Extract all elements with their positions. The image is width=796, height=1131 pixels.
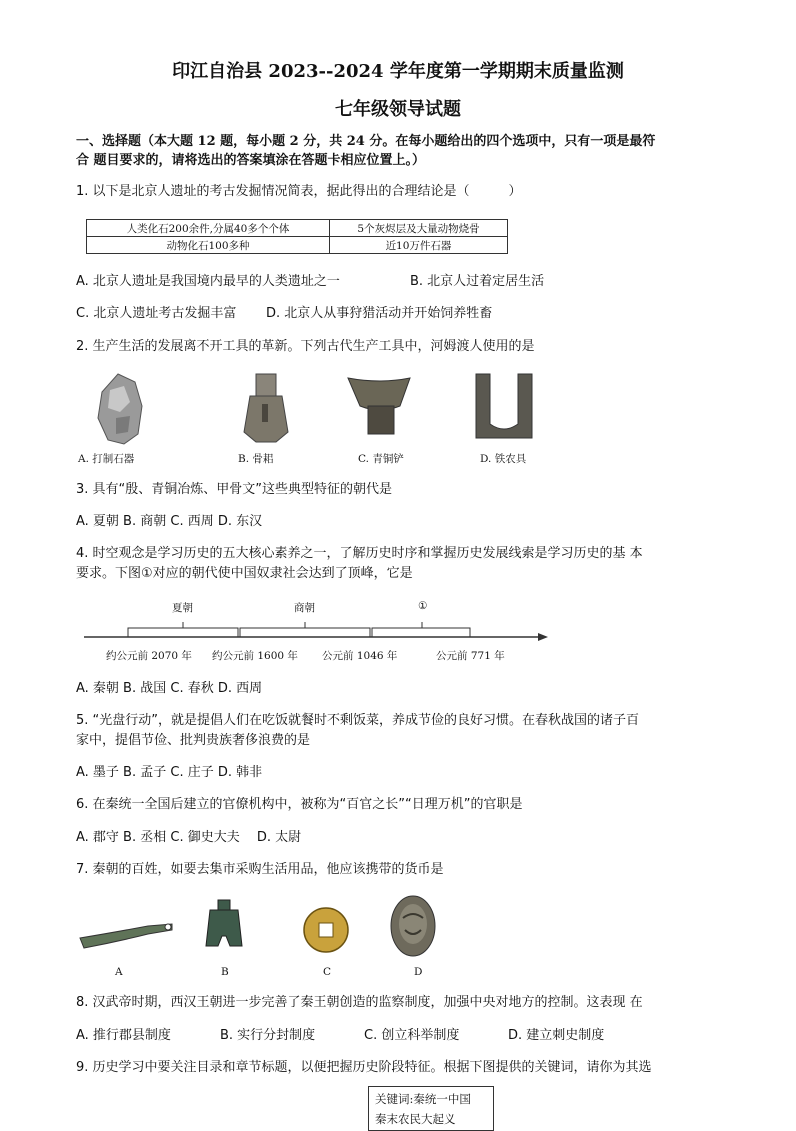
q9-stem: 9. 历史学习中要关注目录和章节标题，以便把握历史阶段特征。根据下图提供的关键词，请你为其选 [76, 1060, 652, 1075]
q7-caption-b: B [221, 966, 229, 978]
bronze-shovel-image [348, 378, 410, 434]
knife-coin-image [80, 924, 172, 948]
q7-caption-c: C [323, 966, 332, 978]
q9-keywords-line-1: 关键词:秦统一中国 [375, 1092, 471, 1106]
q7-coins-images [76, 890, 456, 960]
q9-keywords-box [368, 1086, 494, 1131]
q8-option-c: C. 创立科举制度 [364, 1028, 460, 1043]
timeline-date-4: 公元前 771 年 [436, 650, 505, 662]
q4-timeline [82, 618, 550, 644]
table-cell: 近10万件石器 [330, 237, 508, 254]
q2-caption-a: A. 打制石器 [78, 453, 135, 465]
q6-stem: 6. 在秦统一全国后建立的官僚机构中，被称为“百官之长”“日理万机”的官职是 [76, 797, 523, 812]
q3-stem: 3. 具有“殷、青铜冶炼、甲骨文”这些典型特征的朝代是 [76, 482, 393, 497]
round-coin-image [304, 908, 348, 952]
q2-caption-d: D. 铁农具 [480, 453, 527, 465]
timeline-period-shang: 商朝 [294, 602, 315, 614]
timeline-period-xia: 夏朝 [172, 602, 193, 614]
q2-tools-images [80, 368, 560, 448]
q1-option-a: A. 北京人遗址是我国境内最早的人类遗址之一 [76, 274, 340, 289]
q7-caption-a: A [115, 966, 123, 978]
q4-options: A. 秦朝 B. 战国 C. 春秋 D. 西周 [76, 681, 263, 696]
q5-stem-line-2: 家中，提倡节俭、批判贵族奢侈浪费的是 [76, 733, 311, 748]
table-row [87, 237, 508, 254]
q1-table [86, 219, 508, 254]
q2-caption-b: B. 骨耜 [238, 453, 274, 465]
exam-subtitle: 七年级领导试题 [335, 99, 461, 120]
q1-stem: 1. 以下是北京人遗址的考古发掘情况简表，据此得出的合理结论是（ ） [76, 184, 522, 199]
section-line-2: 合 题目要求的，请将选出的答案填涂在答题卡相应位置上。） [76, 153, 426, 168]
iron-tool-image [476, 374, 532, 438]
q8-option-b: B. 实行分封制度 [220, 1028, 316, 1043]
q2-stem: 2. 生产生活的发展离不开工具的革新。下列古代生产工具中，河姆渡人使用的是 [76, 339, 535, 354]
section-line-1: 一、选择题（本大题 12 题，每小题 2 分，共 24 分。在每小题给出的四个选项中，只有一项是最符 [76, 134, 656, 149]
q1-option-d: D. 北京人从事狩猎活动并开始饲养牲畜 [266, 306, 493, 321]
q3-options: A. 夏朝 B. 商朝 C. 西周 D. 东汉 [76, 514, 263, 529]
q9-keywords-line-2: 秦末农民大起义 [375, 1112, 456, 1126]
q8-option-d: D. 建立刺史制度 [508, 1028, 605, 1043]
table-cell: 动物化石100多种 [87, 237, 330, 254]
q4-stem-line-1: 4. 时空观念是学习历史的五大核心素养之一，了解历史时序和掌握历史发展线索是学习历史的基 本 [76, 546, 643, 561]
q7-stem: 7. 秦朝的百姓，如要去集市采购生活用品，他应该携带的货币是 [76, 862, 444, 877]
timeline-date-3: 公元前 1046 年 [322, 650, 398, 662]
q8-option-a: A. 推行郡县制度 [76, 1028, 171, 1043]
q4-stem-line-2: 要求。下图①对应的朝代使中国奴隶社会达到了顶峰，它是 [76, 566, 413, 581]
exam-title: 印江自治县 2023--2024 学年度第一学期期末质量监测 [172, 61, 624, 82]
q8-stem: 8. 汉武帝时期，西汉王朝进一步完善了秦王朝创造的监察制度，加强中央对地方的控制。这表现 在 [76, 995, 643, 1010]
q6-options: A. 郡守 B. 丞相 C. 御史大夫 D. 太尉 [76, 830, 302, 845]
spade-coin-image [206, 900, 242, 946]
table-cell: 5个灰烬层及大量动物烧骨 [330, 220, 508, 237]
q5-options: A. 墨子 B. 孟子 C. 庄子 D. 韩非 [76, 765, 263, 780]
timeline-date-1: 约公元前 2070 年 [106, 650, 192, 662]
q2-caption-c: C. 青铜铲 [358, 453, 404, 465]
timeline-period-unknown: ① [418, 600, 428, 612]
ant-nose-coin-image [391, 896, 435, 956]
bone-spade-image [244, 374, 288, 442]
table-row [87, 220, 508, 237]
q1-option-c: C. 北京人遗址考古发掘丰富 [76, 306, 237, 321]
stone-tool-image [98, 374, 142, 444]
timeline-date-2: 约公元前 1600 年 [212, 650, 298, 662]
q7-caption-d: D [414, 966, 423, 978]
q5-stem-line-1: 5. “光盘行动”，就是提倡人们在吃饭就餐时不剩饭菜，养成节俭的良好习惯。在春秋战国的诸子百 [76, 713, 640, 728]
table-cell: 人类化石200余件,分属40多个个体 [87, 220, 330, 237]
q1-option-b: B. 北京人过着定居生活 [410, 274, 545, 289]
